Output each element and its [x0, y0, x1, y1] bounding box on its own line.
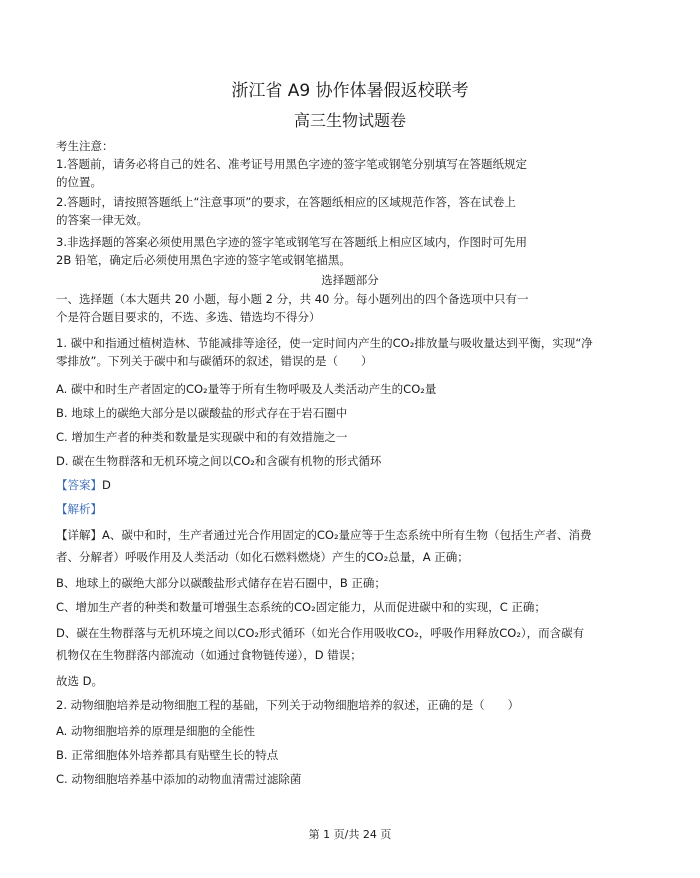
q1-option-d: D. 碳在生物群落和无机环境之间以CO₂和含碳有机物的形式循环: [56, 454, 382, 468]
exam-title: 浙江省 A9 协作体暑假返校联考: [231, 81, 469, 101]
q1-detail-c: B、地球上的碳绝大部分以碳酸盐形式储存在岩石圈中，B 正确；: [56, 576, 386, 590]
notice-item-2b: 的答案一律无效。: [56, 213, 148, 227]
analysis-tag: 【解析】: [56, 502, 102, 516]
q1-answer: [56, 478, 666, 492]
q1-detail-a: 【详解】A、碳中和时，生产者通过光合作用固定的CO₂量应等于生态系统中所有生物（包括生产者、消费: [56, 528, 592, 542]
q1-detail-e: D、碳在生物群落与无机环境之间以CO₂形式循环（如光合作用吸收CO₂，呼吸作用释放CO₂），而含碳有: [56, 626, 585, 640]
q2-option-a: A. 动物细胞培养的原理是细胞的全能性: [56, 724, 255, 738]
notice-item-2a: 2.答题时，请按照答题纸上“注意事项”的要求，在答题纸相应的区域规范作答，答在试卷上: [56, 195, 516, 209]
page-footer: 第 1 页/共 24 页: [308, 828, 392, 841]
q1-detail-d: C、增加生产者的种类和数量可增强生态系统的CO₂固定能力，从而促进碳中和的实现，C 正确；: [56, 600, 546, 614]
section-intro-b: 个是符合题目要求的，不选、多选、错选均不得分）: [56, 310, 321, 324]
q1-stem-b: 零排放”。下列关于碳中和与碳循环的叙述，错误的是（ ）: [56, 354, 373, 368]
q1-stem-a: 1. 碳中和指通过植树造林、节能减排等途径，使一定时间内产生的CO₂排放量与吸收量达到平衡，实现“净: [56, 336, 593, 350]
answer-value: D: [102, 478, 111, 492]
q1-option-b: B. 地球上的碳绝大部分是以碳酸盐的形式存在于岩石圈中: [56, 406, 348, 420]
q1-option-a: A. 碳中和时生产者固定的CO₂量等于所有生物呼吸及人类活动产生的CO₂量: [56, 382, 437, 396]
notice-item-1b: 的位置。: [56, 175, 102, 189]
q1-option-c: C. 增加生产者的种类和数量是实现碳中和的有效措施之一: [56, 430, 348, 444]
q1-detail-f: 机物仅在生物群落内部流动（如通过食物链传递），D 错误；: [56, 648, 362, 662]
exam-subtitle: 高三生物试题卷: [293, 111, 406, 130]
q1-conclusion: 故选 D。: [56, 674, 104, 688]
notice-item-1a: 1.答题前，请务必将自己的姓名、准考证号用黑色字迹的签字笔或钢笔分别填写在答题纸规定: [56, 157, 527, 171]
q2-option-c: C. 动物细胞培养基中添加的动物血清需过滤除菌: [56, 772, 302, 786]
answer-tag: 【答案】: [56, 478, 102, 492]
section-title: 选择题部分: [321, 273, 379, 287]
q1-detail-b: 者、分解者）呼吸作用及人类活动（如化石燃料燃烧）产生的CO₂总量，A 正确；: [56, 550, 469, 564]
q2-stem: 2. 动物细胞培养是动物细胞工程的基础，下列关于动物细胞培养的叙述，正确的是（ ）: [56, 698, 520, 712]
notice-item-3b: 2B 铅笔，确定后必须使用黑色字迹的签字笔或钢笔描黑。: [56, 253, 351, 267]
q2-option-b: B. 正常细胞体外培养都具有贴壁生长的特点: [56, 748, 279, 762]
notice-item-3a: 3.非选择题的答案必须使用黑色字迹的签字笔或钢笔写在答题纸上相应区域内，作图时可先用: [56, 235, 527, 249]
section-intro-a: 一、选择题（本大题共 20 小题，每小题 2 分，共 40 分。每小题列出的四个备选项中只有一: [56, 292, 529, 306]
notice-heading: 考生注意：: [56, 139, 114, 153]
